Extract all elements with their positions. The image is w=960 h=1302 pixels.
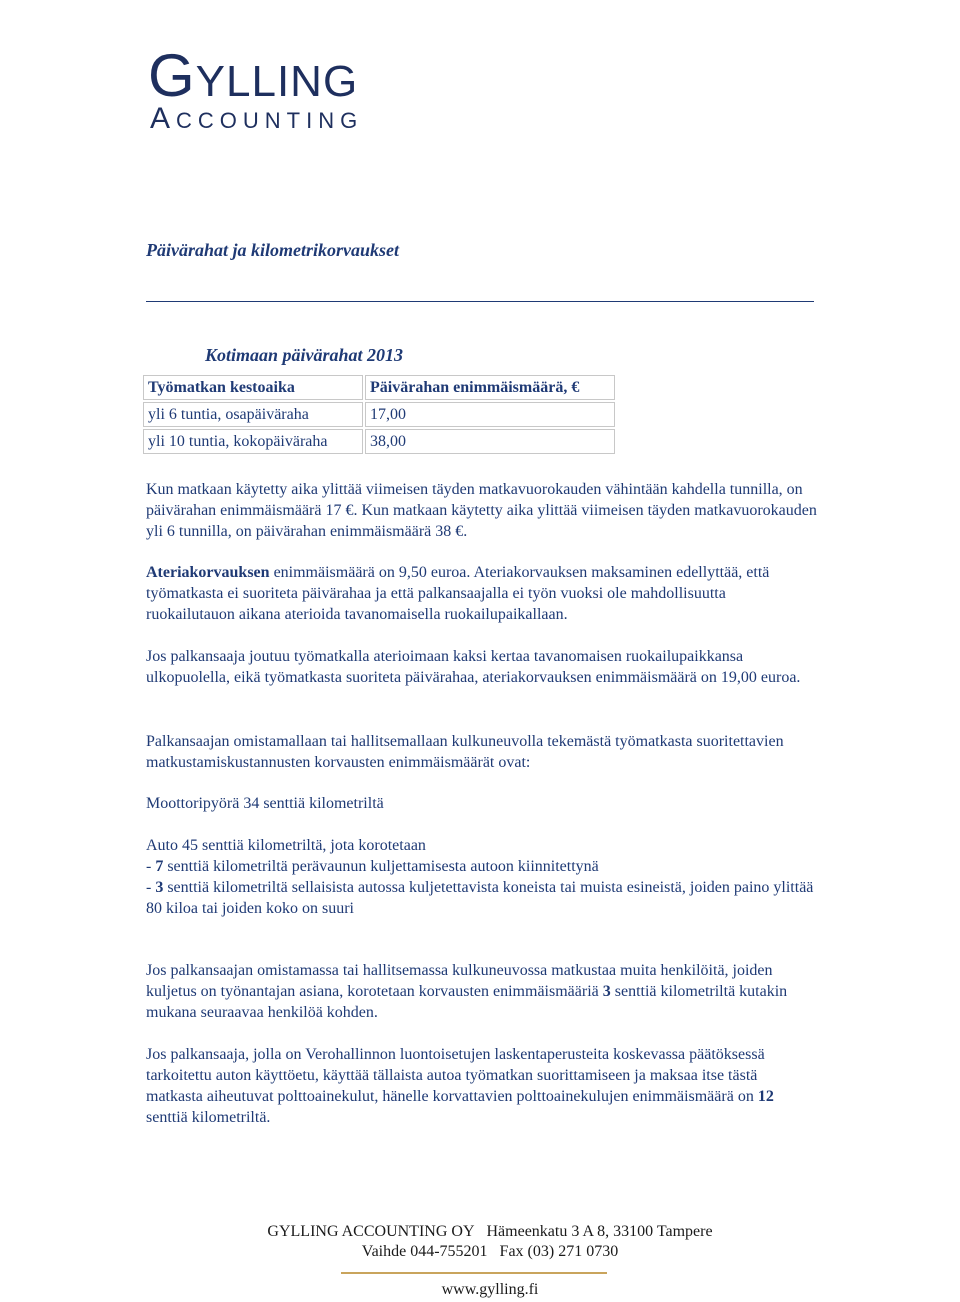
document-title: Päivärahat ja kilometrikorvaukset [146,240,400,260]
heavy-load-rate-line: - 3 senttiä kilometriltä sellaisista autossa kuljetettavista koneista tai muista esineistä, joiden paino ylittää 80 kiloa tai joiden koko on suuri [146,879,814,917]
table-header-cell: Päivärahan enimmäismäärä, € [365,375,615,400]
table-row [143,429,615,454]
paragraph-vehicle-intro: Palkansaajan omistamallaan tai hallitsemallaan kulkuneuvolla tekemästä työmatkasta suoritettavien matkustamiskustannusten korvausten enimmäismäärät ovat: [146,733,784,771]
paragraph-car-benefit: Jos palkansaaja, jolla on Verohallinnon luontoisetujen laskentaperusteita koskevassa päätöksessä tarkoitettu auton käyttöetu, käyttää tällaista autoa työmatkan suorittamiseen ja maksaa itse tästä matkasta aiheutuvat polttoainekulut, hänelle korvattavien polttoainekulujen enimmäismäärä on 12 senttiä kilometriltä. [146,1046,774,1126]
paragraph-motorcycle: Moottoripyörä 34 senttiä kilometriltä [146,795,384,812]
company-logo [148,42,364,135]
paragraph-meal-twice: Jos palkansaaja joutuu työmatkalla aterioimaan kaksi kertaa tavanomaisen ruokailupaikkansa ulkopuolella, eikä työmatkasta suoriteta päivärahaa, ateriakorvauksen enimmäismäärä on 19,00 euroa. [146,648,801,686]
paragraph-meal-allowance: Ateriakorvauksen enimmäismäärä on 9,50 euroa. Ateriakorvauksen maksaminen edellyttää, että työmatkasta ei suoriteta päivärahaa ja että palkansaajalla ei työn vuoksi ole mahdollisuutta ruokailutauon aikana aterioida tavanomaisella ruokailupaikallaan. [146,564,770,623]
paragraph-daily-allowance: Kun matkaan käytetty aika ylittää viimeisen täyden matkavuorokauden vähintään kahdella tunnilla, on päivärahan enimmäismäärä 17 €. Kun matkaan käytetty aika ylittää viimeisen täyden matkavuorokauden yli 6 tunnilla, on päivärahan enimmäismäärä 38 €. [146,481,817,540]
logo-line-gylling: GYLLING [148,42,359,109]
table-header-cell: Työmatkan kestoaika [143,375,363,400]
title-underline [146,301,814,302]
table-cell: yli 10 tuntia, kokopäiväraha [143,429,363,454]
allowance-table [141,373,617,456]
table-cell: 38,00 [365,429,615,454]
footer-divider [341,1272,607,1274]
table-cell: yli 6 tuntia, osapäiväraha [143,402,363,427]
footer-website-link[interactable]: www.gylling.fi [441,1281,539,1298]
footer-contact-line: Vaihde 044-755201 Fax (03) 271 0730 [361,1243,619,1260]
table-caption: Kotimaan päivärahat 2013 [205,345,404,365]
car-rate-line: Auto 45 senttiä kilometriltä, jota korotetaan [146,837,426,854]
footer-address-line: GYLLING ACCOUNTING OY Hämeenkatu 3 A 8, 33100 Tampere [267,1223,713,1240]
trailer-rate-line: - 7 senttiä kilometriltä perävaunun kuljettamisesta autoon kiinnitettynä [146,858,599,875]
table-row [143,402,615,427]
paragraph-passengers: Jos palkansaajan omistamassa tai hallitsemassa kulkuneuvossa matkustaa muita henkilöitä, joiden kuljetus on työnantajan asiana, korotetaan korvausten enimmäismääriä 3 senttiä kilometriltä kutakin mukana seuraavaa henkilöä kohden. [146,962,788,1021]
logo-line-accounting: ACCOUNTING [150,102,364,135]
table-cell: 17,00 [365,402,615,427]
table-header-row [143,375,615,400]
paragraph-car [146,835,818,919]
